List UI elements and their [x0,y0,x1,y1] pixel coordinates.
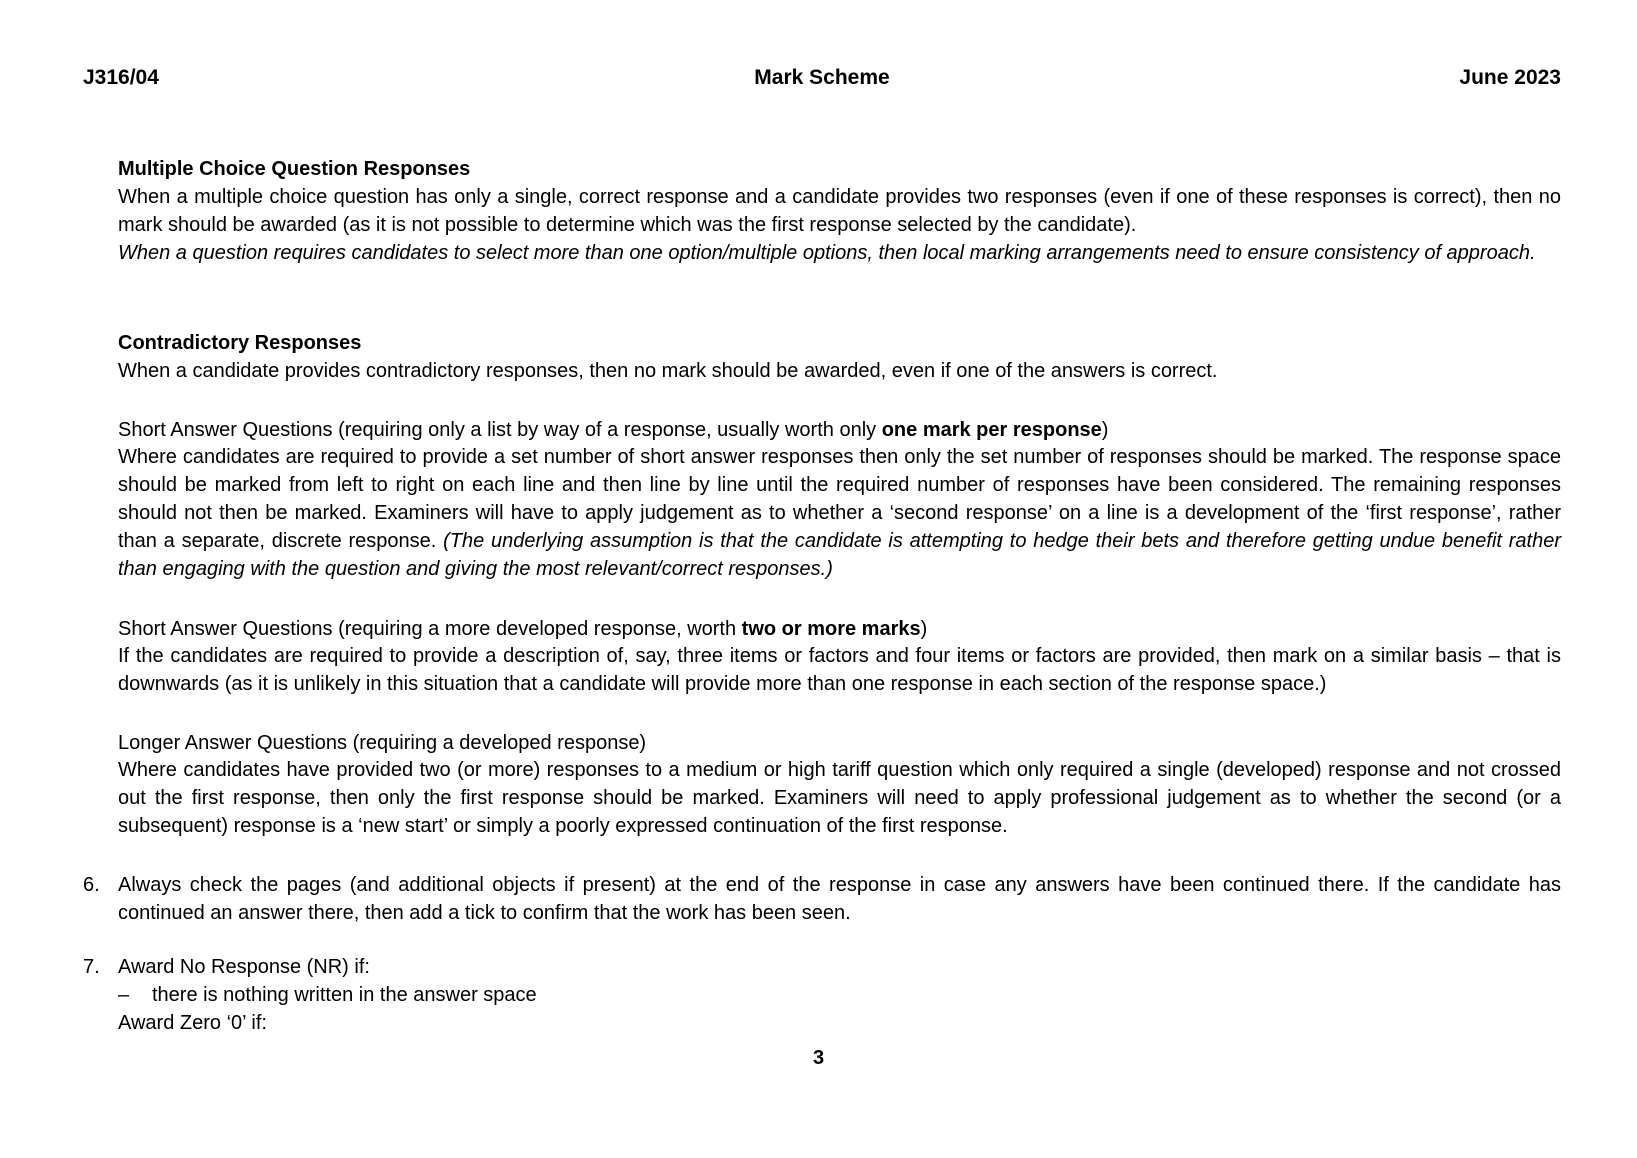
page-header [83,66,1561,96]
title-close: ) [1101,419,1109,441]
numbered-item-7 [83,953,1561,1037]
title-close: ) [920,618,928,640]
title-emphasis: two or more marks [741,618,921,640]
section-italic-paragraph: When a question requires candidates to select more than one option/multiple options, then local marking arrangements need to ensure consistency of approach. [118,242,1536,264]
dash-item-text: there is nothing written in the answer space [152,984,537,1006]
paragraph-text: Where candidates are required to provide a set number of short answer responses then only the set number of responses should be marked. The response space should be marked from left to right on each line and then line by line until the required number of responses have been considered. The remaining responses should not then be marked. Examiners will have to apply judgement as to whether a ‘second response’ on a line is a development of the ‘first response’, rather than a separate, discrete response. [118,446,1561,552]
title-text: Short Answer Questions (requiring only a list by way of a response, usually worth only [118,419,882,441]
title-text: Short Answer Questions (requiring a more developed response, worth [118,618,742,640]
section-title: Longer Answer Questions (requiring a developed response) [118,732,647,754]
item-body [118,953,1561,1037]
numbered-item-6 [83,871,1561,927]
section-heading: Multiple Choice Question Responses [118,158,471,180]
item-line: Award No Response (NR) if: [118,956,370,978]
section-paragraph: If the candidates are required to provide a description of, say, three items or factors and four items or factors are provided, then mark on a similar basis – that is downwards (as it is unlikely in this situation that a candidate will provide more than one response in each section of the response space.) [118,645,1561,695]
section-paragraph [118,443,1561,583]
title-emphasis: one mark per response [881,419,1102,441]
item-number: 6. [83,874,100,896]
document-title: Mark Scheme [754,66,890,89]
section-short-answer-list [118,417,1561,583]
item-number: 7. [83,956,100,978]
item-line: Award Zero ‘0’ if: [118,1012,267,1034]
dash-bullet: – [118,984,130,1006]
document-code: J316/04 [83,66,159,89]
item-text: Always check the pages (and additional objects if present) at the end of the response in case any answers have been continued there. If the candidate has continued an answer there, then add a tick to confirm that the work has been seen. [118,874,1561,924]
section-longer-answer [118,730,1561,840]
dash-list-item [118,981,1561,1009]
section-title [118,417,1561,443]
section-title [118,616,1561,642]
section-heading: Contradictory Responses [118,332,362,354]
section-paragraph: Where candidates have provided two (or more) responses to a medium or high tariff question which only required a single (developed) response and not crossed out the first response, then only the first response should be marked. Examiners will need to apply professional judgement as to whether the second (or a subsequent) response is a ‘new start’ or simply a poorly expressed continuation of the first response. [118,759,1561,837]
paragraph-italic-note: (The underlying assumption is that the candidate is attempting to hedge their bets and therefore getting undue benefit rather than engaging with the question and giving the most relevant/correct responses.) [118,530,1561,580]
section-multiple-choice [118,155,1561,267]
section-paragraph: When a multiple choice question has only a single, correct response and a candidate provides two responses (even if one of these responses is correct), then no mark should be awarded (as it is not possible to determine which was the first response selected by the candidate). [118,186,1561,236]
section-short-answer-developed [118,616,1561,698]
section-paragraph: When a candidate provides contradictory responses, then no mark should be awarded, even if one of the answers is correct. [118,360,1218,382]
section-contradictory [118,329,1561,385]
document-date: June 2023 [1459,66,1561,89]
page-number: 3 [812,1047,825,1069]
